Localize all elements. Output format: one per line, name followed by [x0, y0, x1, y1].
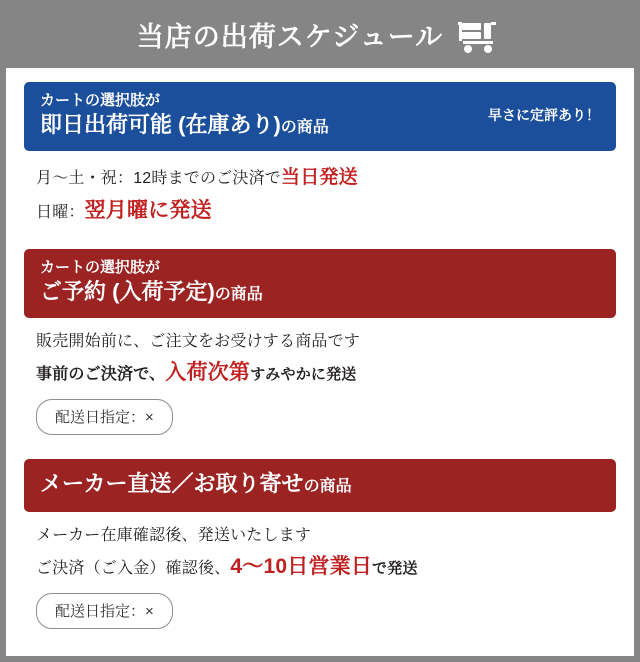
banner-title	[40, 278, 263, 307]
banner-text-group	[40, 91, 329, 140]
detail-prefix: 販売開始前に、ご注文をお受けする商品です	[36, 332, 361, 350]
detail-line	[36, 524, 610, 549]
section-details-direct	[24, 512, 616, 635]
banner-title-suffix: の商品	[214, 286, 263, 304]
spacer	[24, 441, 616, 459]
detail-line	[36, 330, 610, 355]
detail-suffix: すみやかに発送	[250, 366, 357, 384]
delivery-date-badge: 配送日指定：×	[36, 593, 173, 629]
banner-title-text: メーカー直送／お取り寄せ	[40, 471, 304, 497]
detail-prefix: ご決済（ご入金）確認後、	[36, 560, 231, 578]
banner-title-suffix: の商品	[303, 478, 352, 496]
banner-subtitle: カートの選択肢が	[40, 258, 161, 276]
detail-prefix: 月〜土・祝：12時までのご決済で	[36, 169, 281, 187]
detail-line	[36, 163, 610, 192]
banner-text-group	[40, 470, 352, 499]
banner-title-text: ご予約 (入荷予定)	[40, 279, 215, 305]
detail-line	[36, 195, 610, 228]
page-header	[6, 6, 634, 68]
detail-line	[36, 357, 610, 390]
detail-suffix: で発送	[372, 560, 418, 578]
banner-title	[40, 470, 352, 499]
detail-emphasis: 当日発送	[281, 166, 358, 188]
banner-title-text: 即日出荷可能 (在庫あり)	[40, 112, 281, 138]
banner-title-suffix: の商品	[280, 119, 329, 137]
banner-title	[40, 111, 329, 140]
banner-text-group	[40, 258, 263, 307]
banner-subtitle: カートの選択肢が	[40, 92, 161, 109]
detail-prefix: 事前のご決済で、	[36, 366, 166, 384]
hand-truck-icon	[457, 20, 503, 54]
section-banner-direct	[24, 459, 616, 512]
detail-emphasis: 4〜10日営業日	[230, 555, 373, 579]
section-banner-reserve	[24, 249, 616, 318]
spacer	[24, 237, 616, 249]
section-banner-instock	[24, 82, 616, 151]
detail-line	[36, 551, 610, 584]
detail-emphasis: 翌月曜に発送	[84, 199, 212, 223]
banner-note: 早さに定評あり！	[488, 107, 600, 124]
content-area	[6, 68, 634, 645]
section-details-reserve	[24, 318, 616, 441]
section-details-instock	[24, 151, 616, 237]
page-title: 当店の出荷スケジュール	[136, 21, 444, 52]
detail-prefix: 日曜：	[36, 204, 85, 222]
detail-emphasis: 入荷次第	[165, 361, 251, 385]
delivery-date-badge: 配送日指定：×	[36, 399, 173, 435]
detail-prefix: メーカー在庫確認後、発送いたします	[36, 526, 312, 544]
